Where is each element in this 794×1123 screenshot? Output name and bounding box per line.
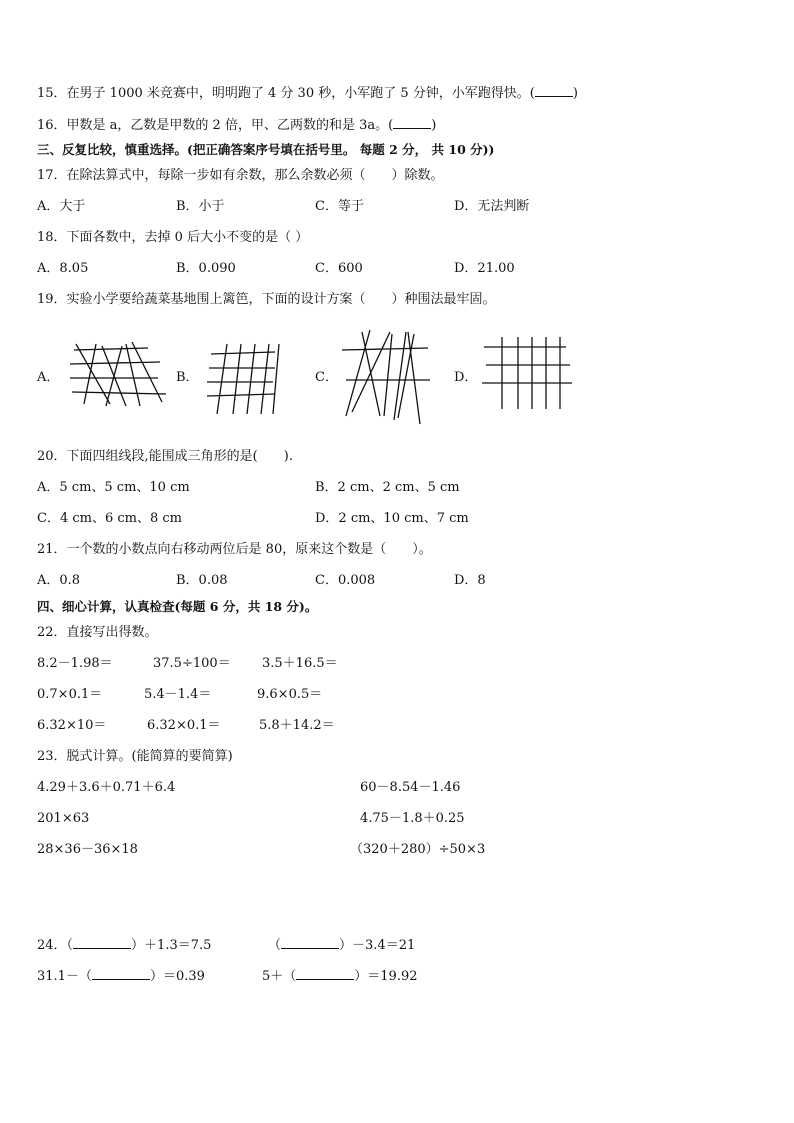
q20-option-b[interactable]: B．2 cm、2 cm、5 cm: [315, 480, 460, 495]
q22-item: 6.32×0.1＝: [147, 718, 221, 733]
question-24-a: [37, 936, 211, 954]
q20-option-c[interactable]: C．4 cm、6 cm、8 cm: [37, 511, 182, 526]
q23-item: 28×36－36×18: [37, 842, 138, 857]
q24-b-suffix: ）－3.4＝21: [339, 938, 416, 953]
answer-blank[interactable]: [535, 84, 573, 97]
answer-blank[interactable]: [73, 936, 131, 949]
q21-option-d[interactable]: D．8: [454, 573, 486, 588]
q17-option-d[interactable]: D．无法判断: [454, 199, 530, 214]
question-23-stem: 23．脱式计算。(能简算的要简算): [37, 749, 233, 764]
q17-option-a[interactable]: A．大于: [37, 199, 86, 214]
q16-end: ): [431, 118, 437, 133]
question-24-c: [37, 967, 205, 985]
q22-item: 5.4－1.4＝: [144, 687, 212, 702]
q16-text: 16．甲数是 a，乙数是甲数的 2 倍，甲、乙两数的和是 3a。(: [37, 118, 394, 133]
q18-option-d[interactable]: D．21.00: [454, 261, 515, 276]
q24-a-suffix: ）＋1.3＝7.5: [131, 938, 212, 953]
q22-item: 0.7×0.1＝: [37, 687, 103, 702]
q21-option-b[interactable]: B．0.08: [176, 573, 228, 588]
question-17-stem: 17．在除法算式中，每除一步如有余数，那么余数必须（ ）除数。: [37, 168, 444, 183]
q24-d-prefix: 5＋（: [262, 969, 297, 984]
q23-item: 60－8.54－1.46: [360, 780, 461, 795]
fence-figure-d: [480, 335, 576, 411]
q18-option-b[interactable]: B．0.090: [176, 261, 236, 276]
q24-b-prefix: （: [268, 938, 282, 953]
fence-figure-c: [340, 328, 432, 428]
section-3-heading: 三、反复比较，慎重选择。(把正确答案序号填在括号里。 每题 2 分， 共 10 分)): [37, 142, 495, 157]
answer-blank[interactable]: [393, 116, 431, 129]
question-20-stem: 20．下面四组线段,能围成三角形的是( ).: [37, 449, 293, 464]
q18-option-c[interactable]: C．600: [315, 261, 363, 276]
q24-d-suffix: ）＝19.92: [354, 969, 418, 984]
q19-option-c[interactable]: C．: [315, 370, 338, 385]
q22-item: 9.6×0.5＝: [257, 687, 323, 702]
section-4-heading: 四、细心计算，认真检查(每题 6 分，共 18 分)。: [37, 599, 318, 614]
question-22-stem: 22．直接写出得数。: [37, 625, 158, 640]
q22-item: 3.5＋16.5＝: [262, 656, 338, 671]
q21-option-c[interactable]: C．0.008: [315, 573, 376, 588]
question-18-stem: 18．下面各数中，去掉 0 后大小不变的是（ ）: [37, 230, 309, 245]
q15-end: ): [572, 86, 578, 101]
q23-item: 4.75－1.8＋0.25: [360, 811, 465, 826]
q19-option-d[interactable]: D．: [454, 370, 478, 385]
q22-item: 5.8＋14.2＝: [259, 718, 335, 733]
q21-option-a[interactable]: A．0.8: [37, 573, 81, 588]
fence-figure-a: [66, 340, 170, 410]
q23-item: 201×63: [37, 811, 90, 826]
q15-text: 15．在男子 1000 米竞赛中，明明跑了 4 分 30 秒，小军跑了 5 分钟，小军跑得快。(: [37, 86, 535, 101]
q24-c-prefix: 31.1－（: [37, 969, 92, 984]
q24-a-prefix: 24．（: [37, 938, 74, 953]
q17-option-c[interactable]: C．等于: [315, 199, 364, 214]
q22-item: 6.32×10＝: [37, 718, 107, 733]
q19-option-b[interactable]: B．: [176, 370, 199, 385]
question-19-stem: 19．实验小学要给蔬菜基地围上篱笆，下面的设计方案（ ）种围法最牢固。: [37, 292, 496, 307]
q23-item: （320＋280）÷50×3: [350, 842, 486, 857]
question-24-d: [262, 967, 418, 985]
question-15: [37, 84, 578, 102]
q23-item: 4.29＋3.6＋0.71＋6.4: [37, 780, 176, 795]
q18-option-a[interactable]: A．8.05: [37, 261, 89, 276]
answer-blank[interactable]: [281, 936, 339, 949]
q19-option-a[interactable]: A．: [37, 370, 60, 385]
q20-option-a[interactable]: A．5 cm、5 cm、10 cm: [37, 480, 190, 495]
q22-item: 37.5÷100＝: [153, 656, 231, 671]
q20-option-d[interactable]: D．2 cm、10 cm、7 cm: [315, 511, 469, 526]
q22-item: 8.2－1.98＝: [37, 656, 113, 671]
q24-c-suffix: ）＝0.39: [149, 969, 205, 984]
question-16: [37, 116, 436, 134]
fence-figure-b: [205, 340, 281, 418]
question-24-b: [268, 936, 415, 954]
q17-option-b[interactable]: B．小于: [176, 199, 225, 214]
answer-blank[interactable]: [296, 967, 354, 980]
question-21-stem: 21．一个数的小数点向右移动两位后是 80，原来这个数是（ ）。: [37, 542, 432, 557]
answer-blank[interactable]: [92, 967, 150, 980]
